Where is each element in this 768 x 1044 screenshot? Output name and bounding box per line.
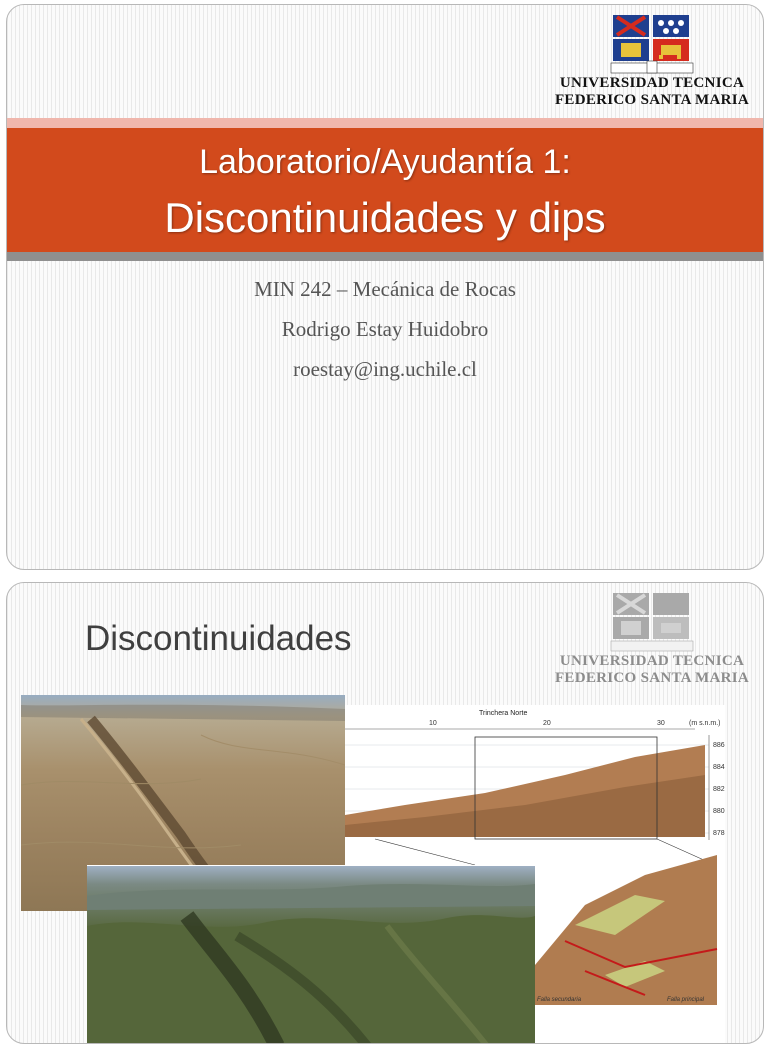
university-name-line2: FEDERICO SANTA MARIA: [554, 670, 750, 686]
y-tick-886: 886: [713, 742, 725, 749]
university-name-line1: UNIVERSIDAD TECNICA: [559, 75, 745, 91]
y-tick-882: 882: [713, 786, 725, 793]
slide-title-line1: Laboratorio/Ayudantía 1:: [199, 143, 571, 181]
university-crest-faded-icon: [609, 591, 695, 653]
title-band-bottom-stripe: [7, 252, 763, 261]
figure-heading: Trinchera Norte: [479, 710, 528, 717]
y-tick-884: 884: [713, 764, 725, 771]
content-slide: [6, 582, 764, 1044]
y-tick-878: 878: [713, 830, 725, 837]
axis-unit: (m s.n.m.): [689, 720, 721, 727]
canyon-landscape-photo: [87, 865, 535, 1044]
x-tick-30: 30: [657, 720, 665, 727]
university-logo: [547, 13, 757, 109]
slide-title: Discontinuidades: [85, 619, 352, 658]
author-email: roestay@ing.uchile.cl: [293, 357, 477, 381]
slide-title-line2: Discontinuidades y dips: [164, 194, 606, 241]
university-name-line1: UNIVERSIDAD TECNICA: [559, 653, 745, 669]
university-name-line2: FEDERICO SANTA MARIA: [554, 92, 750, 108]
title-slide: [6, 4, 764, 570]
course-name: MIN 242 – Mecánica de Rocas: [254, 277, 516, 301]
x-tick-10: 10: [429, 720, 437, 727]
y-tick-880: 880: [713, 808, 725, 815]
annotation-main-fault: Falla principal: [667, 997, 705, 1003]
x-tick-20: 20: [543, 720, 551, 727]
annotation-secondary-fault: Falla secundaria: [537, 997, 582, 1003]
title-band-top-stripe: [7, 118, 763, 128]
author-name: Rodrigo Estay Huidobro: [281, 317, 489, 341]
university-logo-faded: [547, 591, 757, 687]
university-crest-icon: [609, 13, 695, 75]
title-band: [7, 128, 763, 252]
